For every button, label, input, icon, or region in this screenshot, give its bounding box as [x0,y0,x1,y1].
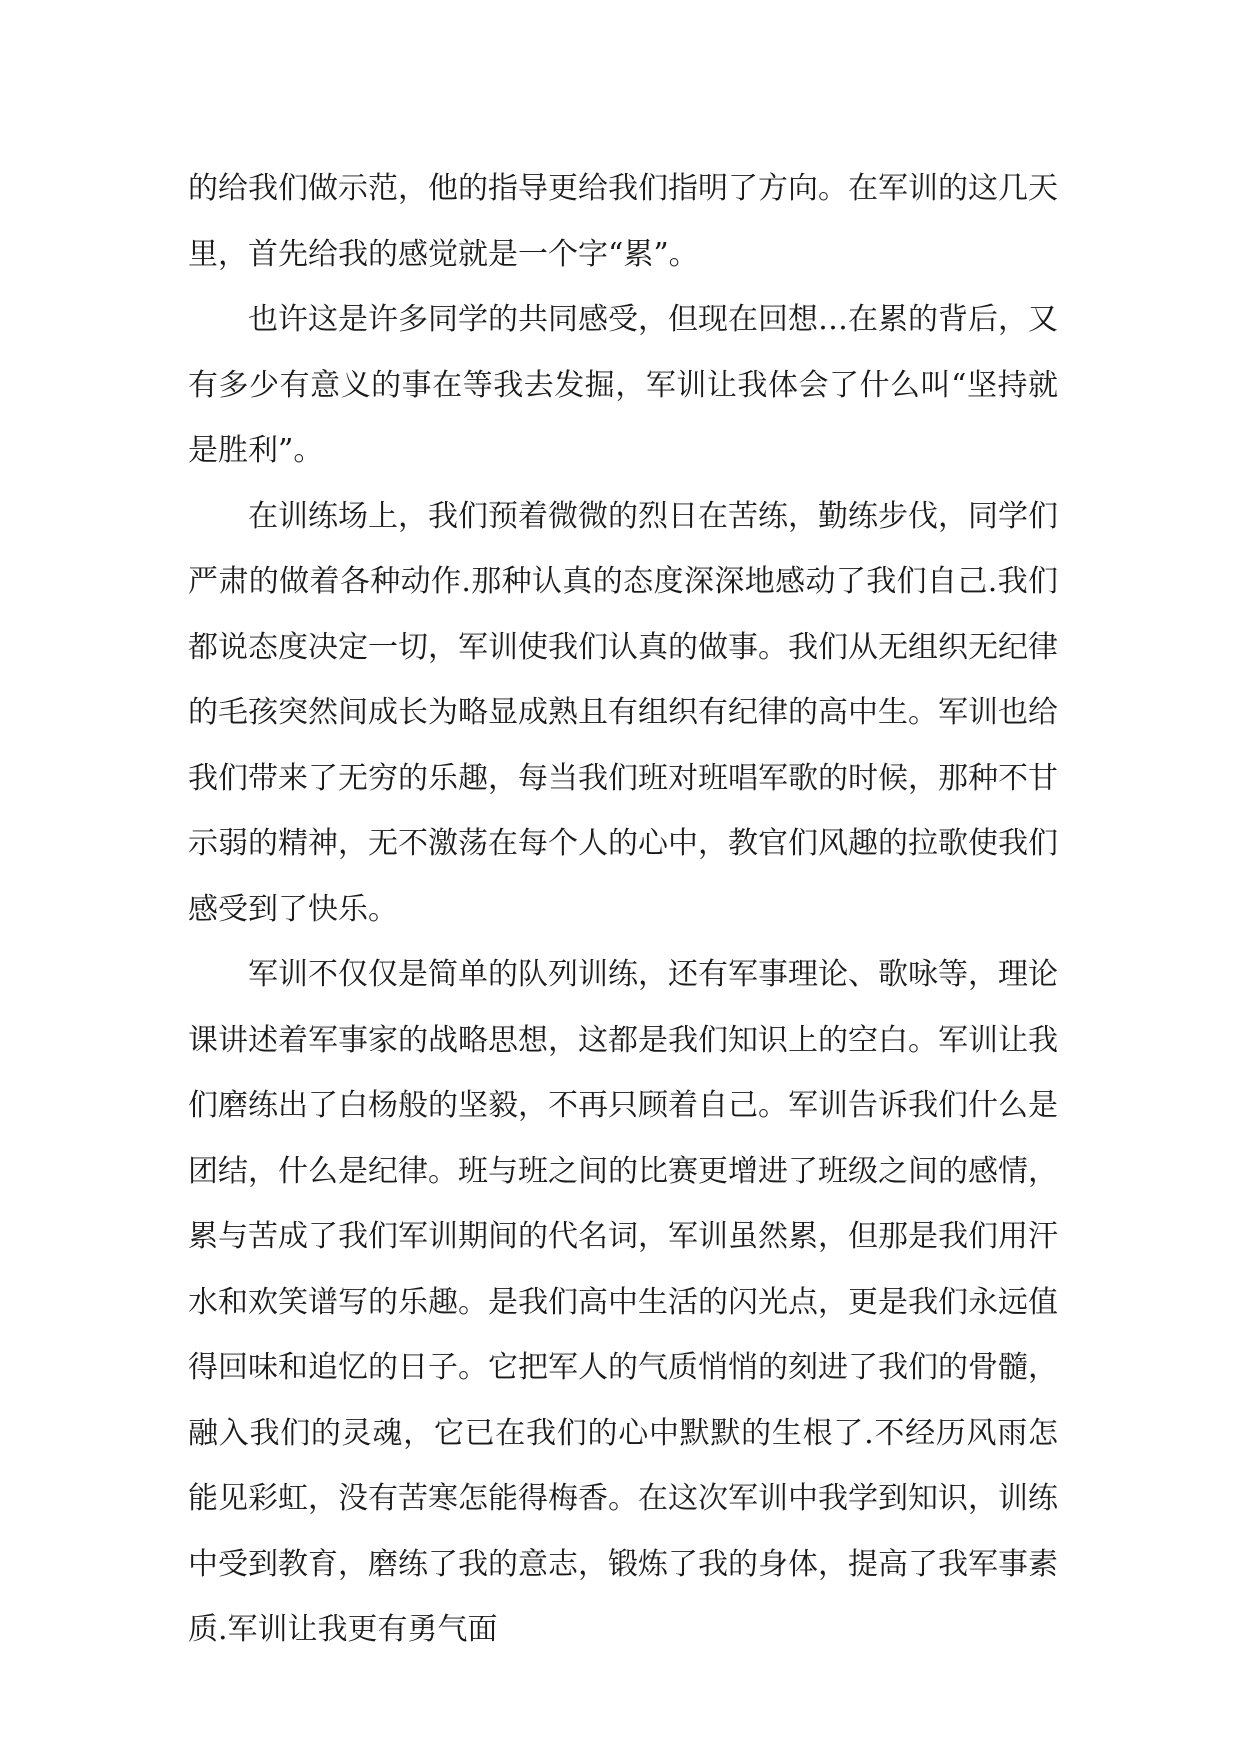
paragraph-1: 的给我们做示范，他的指导更给我们指明了方向。在军训的这几天里，首先给我的感觉就是一个字“累”。 [188,171,1058,272]
paragraph-2: 也许这是许多同学的共同感受，但现在回想…在累的背后，又有多少有意义的事在等我去发掘，军训让我体会了什么叫“坚持就是胜利”。 [188,302,1058,468]
paragraph-3: 在训练场上，我们预着微微的烈日在苦练，勤练步伐，同学们严肃的做着各种动作.那种认真的态度深深地感动了我们自己.我们都说态度决定一切，军训使我们认真的做事。我们从无组织无纪律的毛孩突然间成长为略显成熟且有组织有纪律的高中生。军训也给我们带来了无穷的乐趣，每当我们班对班唱军歌的时候，那种不甘示弱的精神，无不激荡在每个人的心中，教官们风趣的拉歌使我们感受到了快乐。 [188,498,1058,927]
document-body [188,156,1058,1663]
paragraph-4: 军训不仅仅是简单的队列训练，还有军事理论、歌咏等，理论课讲述着军事家的战略思想，这都是我们知识上的空白。军训让我们磨练出了白杨般的坚毅，不再只顾着自己。军训告诉我们什么是团结，什么是纪律。班与班之间的比赛更增进了班级之间的感情，累与苦成了我们军训期间的代名词，军训虽然累，但那是我们用汗水和欢笑谱写的乐趣。是我们高中生活的闪光点，更是我们永远值得回味和追忆的日子。它把军人的气质悄悄的刻进了我们的骨髓，融入我们的灵魂，它已在我们的心中默默的生根了.不经历风雨怎能见彩虹，没有苦寒怎能得梅香。在这次军训中我学到知识，训练中受到教育，磨练了我的意志，锻炼了我的身体，提高了我军事素质.军训让我更有勇气面 [188,957,1058,1647]
